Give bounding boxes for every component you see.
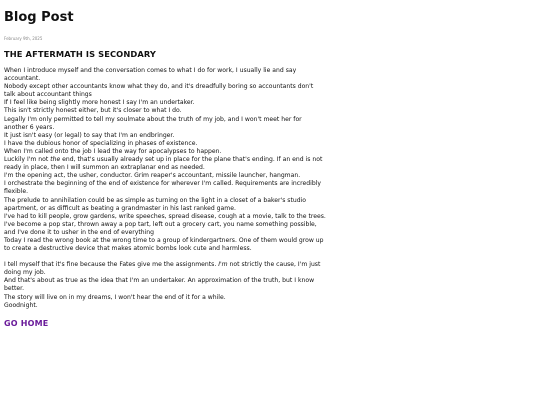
paragraph: I orchestrate the beginning of the end of existence for wherever I'm called. Requirements are incredibly flexible. [4,180,321,196]
emphasis-text: I'm [218,261,228,269]
paragraph: I'm the opening act, the usher, conductor. Grim reaper's accountant, missile launcher, hangman. [4,172,301,180]
paragraph: The prelude to annihilation could be as simple as turning on the light in a closet of a baker's studio apartment, or as difficult as beating a grandmaster in his last ranked game. [4,196,307,212]
post-body [4,67,326,310]
paragraph: If I feel like being slightly more honest I say I'm an undertaker. [4,99,195,107]
paragraph: I have the dubious honor of specializing in phases of existence. [4,139,198,147]
text-run: Luckily I'm not [4,156,51,164]
paragraph: And that's about as true as the idea that I'm an undertaker. An approximation of the truth, but I know better. [4,277,315,293]
paragraph: When I introduce myself and the conversation comes to what I do for work, I usually lie and say accountant. [4,67,297,83]
paragraph: I've had to kill people, grow gardens, write speeches, spread disease, cough at a movie, talk to the trees. [4,212,326,220]
paragraph: It just isn't easy (or legal) to say that I'm an endbringer. [4,131,175,139]
paragraph: The story will live on in my dreams, I won't hear the end of it for a while. [4,293,226,301]
paragraph: This isn't strictly honest either, but it's closer to what I do. [4,107,182,115]
emphasis-text: the [50,156,61,164]
paragraph: Legally I'm only permitted to tell my soulmate about the truth of my job, and I won't meet her for another 6 years. [4,115,302,131]
post-date: February 9th, 2025 [4,36,43,41]
go-home-link[interactable]: GO HOME [4,318,49,328]
post-title: THE AFTERMATH IS SECONDARY [4,49,157,59]
paragraph: Nobody except other accountants know what they do, and it's dreadfully boring so accountants don't talk about accountant things [4,83,314,99]
paragraph: Today I read the wrong book at the wrong time to a group of kindergartners. One of them would grow up to create a destructive device that makes atomic bombs look cute and harmless. [4,236,324,253]
paragraph: Goodnight. [4,301,38,309]
text-run: not strictly the cause, I'm just doing my job. [4,261,321,277]
text-run: I tell myself that it's fine because the Fates give me the assignments. [4,261,219,269]
paragraph-gap [4,253,326,261]
paragraph: When I'm called onto the job I lead the way for apocalypses to happen. [4,147,222,155]
site-title: Blog Post [4,10,74,25]
paragraph-luckily [4,156,326,172]
paragraph: I've become a pop star, thrown away a pop tart, left out a grocery cart, you name something possible, and I've done it to usher in the end of everything [4,220,317,236]
paragraph-fates [4,261,326,277]
text-run: end, that's usually already set up in place for the plane that's ending. If an end is not ready in place, then I will summon an extraplanar end as needed. [4,156,323,172]
